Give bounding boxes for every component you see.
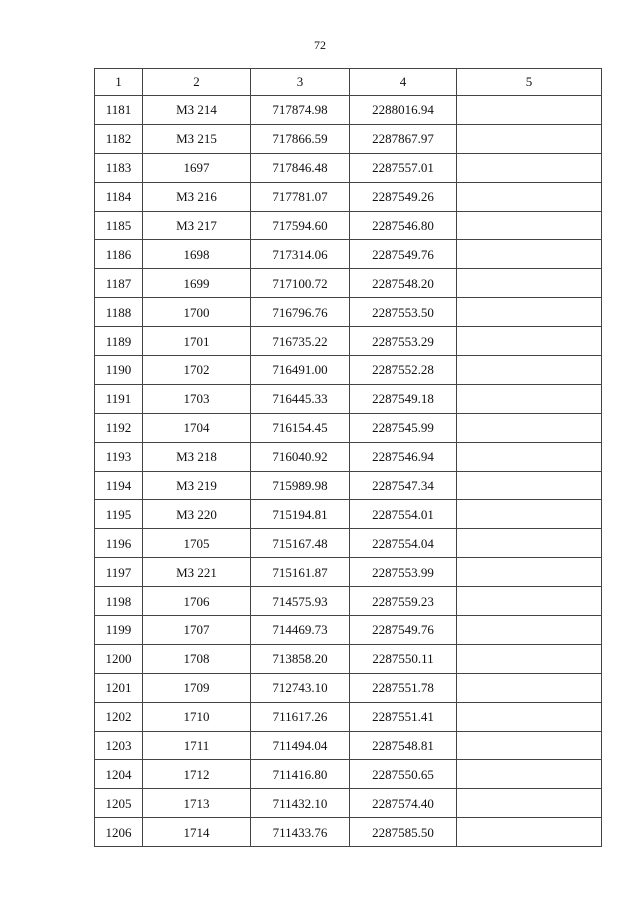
- note-cell: [457, 96, 602, 125]
- y-coordinate-cell: 2287553.99: [350, 558, 457, 587]
- y-coordinate-cell: 2287551.41: [350, 702, 457, 731]
- row-number-cell: 1201: [95, 673, 143, 702]
- row-number-cell: 1202: [95, 702, 143, 731]
- point-id-cell: МЗ 215: [143, 124, 251, 153]
- point-id-cell: 1709: [143, 673, 251, 702]
- y-coordinate-cell: 2287548.81: [350, 731, 457, 760]
- table-row: [95, 471, 602, 500]
- note-cell: [457, 269, 602, 298]
- table-row: [95, 673, 602, 702]
- x-coordinate-cell: 717866.59: [251, 124, 350, 153]
- table-row: [95, 818, 602, 847]
- y-coordinate-cell: 2287547.34: [350, 471, 457, 500]
- note-cell: [457, 616, 602, 645]
- point-id-cell: 1710: [143, 702, 251, 731]
- table-body: [95, 96, 602, 847]
- y-coordinate-cell: 2287545.99: [350, 413, 457, 442]
- x-coordinate-cell: 711494.04: [251, 731, 350, 760]
- header-cell-3: 3: [251, 69, 350, 96]
- row-number-cell: 1192: [95, 413, 143, 442]
- table-row: [95, 760, 602, 789]
- y-coordinate-cell: 2287549.18: [350, 384, 457, 413]
- point-id-cell: МЗ 218: [143, 442, 251, 471]
- y-coordinate-cell: 2287546.80: [350, 211, 457, 240]
- y-coordinate-cell: 2287550.11: [350, 644, 457, 673]
- row-number-cell: 1194: [95, 471, 143, 500]
- x-coordinate-cell: 714469.73: [251, 616, 350, 645]
- point-id-cell: 1699: [143, 269, 251, 298]
- note-cell: [457, 413, 602, 442]
- table-row: [95, 327, 602, 356]
- note-cell: [457, 587, 602, 616]
- point-id-cell: 1697: [143, 153, 251, 182]
- point-id-cell: МЗ 216: [143, 182, 251, 211]
- x-coordinate-cell: 713858.20: [251, 644, 350, 673]
- page-number: 72: [314, 38, 326, 52]
- table-row: [95, 731, 602, 760]
- y-coordinate-cell: 2287551.78: [350, 673, 457, 702]
- row-number-cell: 1186: [95, 240, 143, 269]
- x-coordinate-cell: 712743.10: [251, 673, 350, 702]
- table-row: [95, 644, 602, 673]
- y-coordinate-cell: 2287549.26: [350, 182, 457, 211]
- row-number-cell: 1189: [95, 327, 143, 356]
- note-cell: [457, 500, 602, 529]
- coordinates-table: [94, 68, 602, 847]
- y-coordinate-cell: 2287553.29: [350, 327, 457, 356]
- x-coordinate-cell: 717594.60: [251, 211, 350, 240]
- table-row: [95, 789, 602, 818]
- note-cell: [457, 211, 602, 240]
- point-id-cell: 1711: [143, 731, 251, 760]
- x-coordinate-cell: 717100.72: [251, 269, 350, 298]
- table-row: [95, 96, 602, 125]
- x-coordinate-cell: 717874.98: [251, 96, 350, 125]
- row-number-cell: 1190: [95, 356, 143, 385]
- row-number-cell: 1193: [95, 442, 143, 471]
- point-id-cell: 1712: [143, 760, 251, 789]
- row-number-cell: 1182: [95, 124, 143, 153]
- table-row: [95, 298, 602, 327]
- point-id-cell: 1714: [143, 818, 251, 847]
- row-number-cell: 1198: [95, 587, 143, 616]
- y-coordinate-cell: 2287552.28: [350, 356, 457, 385]
- point-id-cell: МЗ 221: [143, 558, 251, 587]
- row-number-cell: 1203: [95, 731, 143, 760]
- row-number-cell: 1184: [95, 182, 143, 211]
- note-cell: [457, 182, 602, 211]
- x-coordinate-cell: 711432.10: [251, 789, 350, 818]
- table-row: [95, 500, 602, 529]
- point-id-cell: 1706: [143, 587, 251, 616]
- row-number-cell: 1195: [95, 500, 143, 529]
- row-number-cell: 1206: [95, 818, 143, 847]
- x-coordinate-cell: 711617.26: [251, 702, 350, 731]
- table-row: [95, 124, 602, 153]
- x-coordinate-cell: 716040.92: [251, 442, 350, 471]
- header-row: [95, 69, 602, 96]
- point-id-cell: 1698: [143, 240, 251, 269]
- table-row: [95, 587, 602, 616]
- row-number-cell: 1185: [95, 211, 143, 240]
- row-number-cell: 1205: [95, 789, 143, 818]
- point-id-cell: 1703: [143, 384, 251, 413]
- header-cell-4: 4: [350, 69, 457, 96]
- note-cell: [457, 529, 602, 558]
- table-row: [95, 269, 602, 298]
- y-coordinate-cell: 2287550.65: [350, 760, 457, 789]
- y-coordinate-cell: 2287557.01: [350, 153, 457, 182]
- y-coordinate-cell: 2287554.01: [350, 500, 457, 529]
- note-cell: [457, 673, 602, 702]
- note-cell: [457, 356, 602, 385]
- table-row: [95, 702, 602, 731]
- point-id-cell: МЗ 217: [143, 211, 251, 240]
- note-cell: [457, 327, 602, 356]
- y-coordinate-cell: 2287585.50: [350, 818, 457, 847]
- x-coordinate-cell: 717846.48: [251, 153, 350, 182]
- row-number-cell: 1181: [95, 96, 143, 125]
- point-id-cell: 1713: [143, 789, 251, 818]
- x-coordinate-cell: 716491.00: [251, 356, 350, 385]
- note-cell: [457, 818, 602, 847]
- x-coordinate-cell: 716796.76: [251, 298, 350, 327]
- y-coordinate-cell: 2288016.94: [350, 96, 457, 125]
- point-id-cell: МЗ 219: [143, 471, 251, 500]
- y-coordinate-cell: 2287549.76: [350, 240, 457, 269]
- point-id-cell: МЗ 220: [143, 500, 251, 529]
- table-row: [95, 384, 602, 413]
- row-number-cell: 1187: [95, 269, 143, 298]
- note-cell: [457, 384, 602, 413]
- note-cell: [457, 124, 602, 153]
- table-row: [95, 182, 602, 211]
- x-coordinate-cell: 716445.33: [251, 384, 350, 413]
- y-coordinate-cell: 2287559.23: [350, 587, 457, 616]
- point-id-cell: 1705: [143, 529, 251, 558]
- x-coordinate-cell: 715161.87: [251, 558, 350, 587]
- note-cell: [457, 442, 602, 471]
- table-row: [95, 558, 602, 587]
- y-coordinate-cell: 2287574.40: [350, 789, 457, 818]
- row-number-cell: 1183: [95, 153, 143, 182]
- header-cell-5: 5: [457, 69, 602, 96]
- table-row: [95, 356, 602, 385]
- point-id-cell: 1702: [143, 356, 251, 385]
- x-coordinate-cell: 714575.93: [251, 587, 350, 616]
- x-coordinate-cell: 715989.98: [251, 471, 350, 500]
- x-coordinate-cell: 717781.07: [251, 182, 350, 211]
- y-coordinate-cell: 2287553.50: [350, 298, 457, 327]
- row-number-cell: 1197: [95, 558, 143, 587]
- row-number-cell: 1200: [95, 644, 143, 673]
- note-cell: [457, 644, 602, 673]
- row-number-cell: 1196: [95, 529, 143, 558]
- note-cell: [457, 731, 602, 760]
- row-number-cell: 1191: [95, 384, 143, 413]
- row-number-cell: 1199: [95, 616, 143, 645]
- table-row: [95, 153, 602, 182]
- point-id-cell: 1700: [143, 298, 251, 327]
- table-row: [95, 529, 602, 558]
- point-id-cell: 1707: [143, 616, 251, 645]
- y-coordinate-cell: 2287546.94: [350, 442, 457, 471]
- x-coordinate-cell: 715194.81: [251, 500, 350, 529]
- x-coordinate-cell: 711433.76: [251, 818, 350, 847]
- note-cell: [457, 558, 602, 587]
- note-cell: [457, 760, 602, 789]
- row-number-cell: 1188: [95, 298, 143, 327]
- table-header: [95, 69, 602, 96]
- x-coordinate-cell: 716735.22: [251, 327, 350, 356]
- note-cell: [457, 240, 602, 269]
- header-cell-1: 1: [95, 69, 143, 96]
- y-coordinate-cell: 2287867.97: [350, 124, 457, 153]
- note-cell: [457, 153, 602, 182]
- note-cell: [457, 702, 602, 731]
- point-id-cell: 1708: [143, 644, 251, 673]
- note-cell: [457, 298, 602, 327]
- x-coordinate-cell: 711416.80: [251, 760, 350, 789]
- x-coordinate-cell: 716154.45: [251, 413, 350, 442]
- table-row: [95, 211, 602, 240]
- point-id-cell: 1704: [143, 413, 251, 442]
- table-row: [95, 240, 602, 269]
- note-cell: [457, 471, 602, 500]
- point-id-cell: МЗ 214: [143, 96, 251, 125]
- x-coordinate-cell: 717314.06: [251, 240, 350, 269]
- x-coordinate-cell: 715167.48: [251, 529, 350, 558]
- table-row: [95, 413, 602, 442]
- note-cell: [457, 789, 602, 818]
- header-cell-2: 2: [143, 69, 251, 96]
- y-coordinate-cell: 2287548.20: [350, 269, 457, 298]
- y-coordinate-cell: 2287549.76: [350, 616, 457, 645]
- point-id-cell: 1701: [143, 327, 251, 356]
- row-number-cell: 1204: [95, 760, 143, 789]
- y-coordinate-cell: 2287554.04: [350, 529, 457, 558]
- table-row: [95, 616, 602, 645]
- table-row: [95, 442, 602, 471]
